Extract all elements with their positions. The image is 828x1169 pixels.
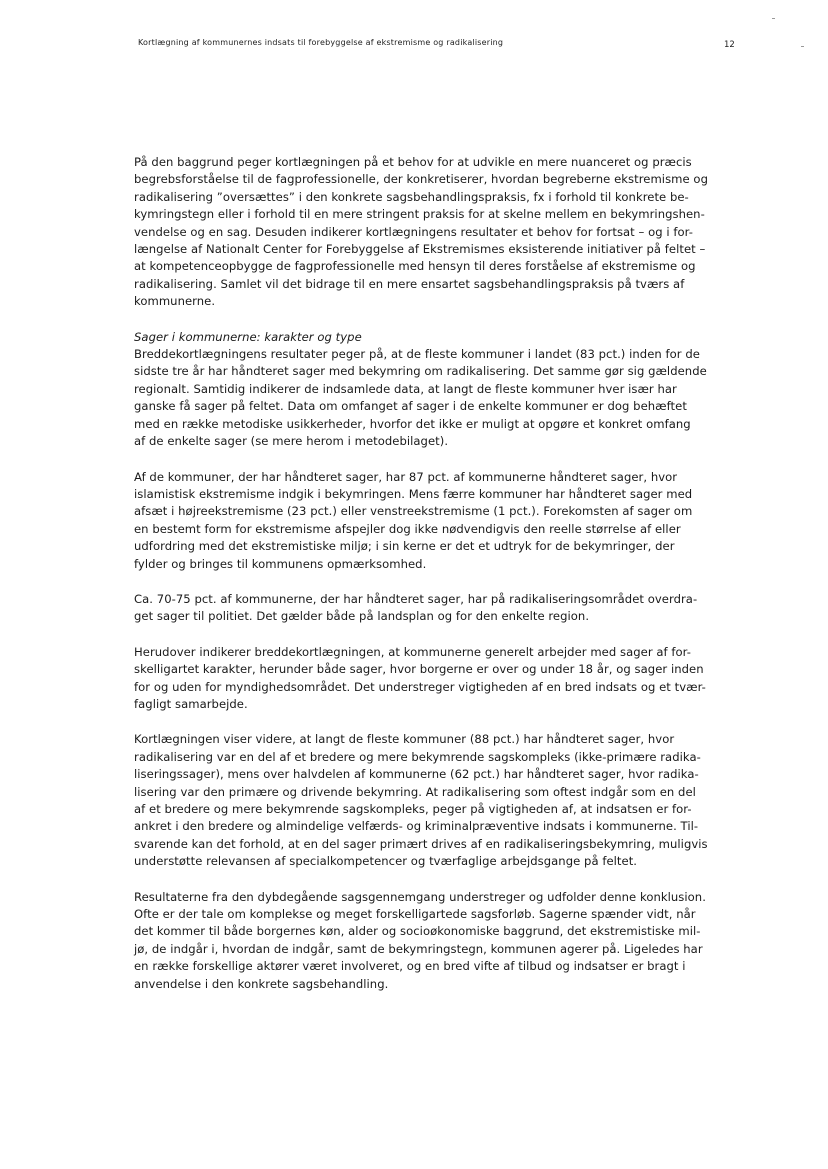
text-line: en bestemt form for ekstremisme afspejler dog ikke nødvendigvis den reelle størrelse af eller — [134, 521, 681, 536]
text-line: med en række metodiske usikkerheder, hvorfor det ikke er muligt at opgøre et konkret omfang — [134, 416, 691, 431]
paragraph-2 — [134, 346, 744, 450]
text-line: Herudover indikerer breddekortlægningen, at kommunerne generelt arbejder med sager af for- — [134, 644, 691, 659]
text-line: På den baggrund peger kortlægningen på et behov for at udvikle en mere nuanceret og præcis — [134, 155, 692, 169]
paragraph-3 — [134, 469, 744, 573]
text-line: liseringssager), mens over halvdelen af kommunerne (62 pct.) har håndteret sager, hvor radika- — [134, 767, 699, 782]
text-line: udfordring med det ekstremistiske miljø; i sin kerne er det et udtryk for de bekymringer, der — [134, 539, 675, 554]
paragraph-4 — [134, 591, 744, 626]
text-line: Ca. 70-75 pct. af kommunerne, der har håndteret sager, har på radikaliseringsområdet overdra- — [134, 591, 698, 606]
text-line: kommunerne. — [134, 294, 216, 309]
text-line: fagligt samarbejde. — [134, 696, 248, 711]
text-line: regionalt. Samtidig indikerer de indsamlede data, at langt de fleste kommuner hver især har — [134, 381, 677, 396]
text-line: Ofte er der tale om komplekse og meget forskelligartede sagsforløb. Sagerne spænder vidt, når — [134, 907, 696, 922]
text-line: begrebsforståelse til de fagprofessionelle, der konkretiserer, hvordan begreberne ekstremisme og — [134, 172, 708, 187]
text-line: ganske få sager på feltet. Data om omfanget af sager i de enkelte kommuner er dog behæftet — [134, 399, 687, 414]
text-line: ankret i den bredere og almindelige velfærds- og kriminalpræventive indsats i kommunerne. Til- — [134, 819, 699, 834]
text-line: for og uden for myndighedsområdet. Det understreger vigtigheden af en bred indsats og et tvær- — [134, 679, 706, 694]
text-line: vendelse og en sag. Desuden indikerer kortlægningens resultater et behov for fortsat – og i for- — [134, 224, 693, 239]
page-number: 12 — [724, 40, 735, 50]
paragraph-7 — [134, 889, 744, 993]
scan-speck — [772, 18, 775, 19]
text-line: radikalisering var en del af et bredere og mere bekymrende sagskompleks (ikke-primære radika- — [134, 749, 701, 764]
text-line: Breddekortlægningens resultater peger på, at de fleste kommuner i landet (83 pct.) inden for de — [134, 347, 700, 362]
paragraph-5 — [134, 644, 744, 714]
text-line: svarende kan det forhold, at en del sager primært drives af en radikaliseringsbekymring, muligvis — [134, 836, 708, 851]
text-line: radikalisering ”oversættes” i den konkrete sagsbehandlingspraksis, fx i forhold til konkrete be- — [134, 189, 689, 204]
text-line: skelligartet karakter, herunder både sager, hvor borgerne er over og under 18 år, og sager inden — [134, 662, 704, 677]
text-line: det kommer til både borgernes køn, alder og socioøkonomiske baggrund, det ekstremistiske mil- — [134, 924, 701, 939]
text-line: fylder og bringes til kommunens opmærksomhed. — [134, 556, 427, 571]
text-line: Resultaterne fra den dybdegående sagsgennemgang understreger og udfolder denne konklusion. — [134, 889, 706, 904]
text-line: afsæt i højreekstremisme (23 pct.) eller venstreekstremisme (1 pct.). Forekomsten af sager om — [134, 504, 693, 519]
text-line: Kortlægningen viser videre, at langt de fleste kommuner (88 pct.) har håndteret sager, hvor — [134, 732, 675, 747]
text-line: understøtte relevansen af specialkompetencer og tværfaglige arbejdsgange på feltet. — [134, 854, 638, 869]
text-line: af de enkelte sager (se mere herom i metodebilaget). — [134, 434, 449, 449]
running-header: Kortlægning af kommunernes indsats til forebyggelse af ekstremisme og radikalisering — [138, 38, 504, 47]
text-line: Af de kommuner, der har håndteret sager, har 87 pct. af kommunerne håndteret sager, hvor — [134, 469, 678, 484]
text-line: jø, de indgår i, hvordan de indgår, samt de bekymringstegn, kommunen agerer på. Ligeledes har — [134, 941, 703, 956]
text-line: get sager til politiet. Det gælder både på landsplan og for den enkelte region. — [134, 609, 590, 624]
text-line: anvendelse i den konkrete sagsbehandling. — [134, 976, 389, 991]
paragraph-6 — [134, 731, 744, 870]
text-line: lisering var den primære og drivende bekymring. At radikalisering som oftest indgår som en del — [134, 784, 696, 799]
scan-speck — [801, 46, 804, 47]
text-line: at kompetenceopbygge de fagprofessionelle med hensyn til deres forståelse af ekstremisme og — [134, 259, 696, 274]
text-line: en række forskellige aktører været involveret, og en bred vifte af tilbud og indsatser er bragt i — [134, 959, 686, 974]
text-line: sidste tre år har håndteret sager med bekymring om radikalisering. Det samme gør sig gældende — [134, 364, 707, 379]
text-line: kymringstegn eller i forhold til en mere stringent praksis for at skelne mellem en bekymringshen- — [134, 207, 705, 222]
text-line: islamistisk ekstremisme indgik i bekymringen. Mens færre kommuner har håndteret sager med — [134, 486, 693, 501]
text-line: længelse af Nationalt Center for Forebyggelse af Ekstremismes eksisterende initiativer på feltet – — [134, 242, 706, 257]
text-line: radikalisering. Samlet vil det bidrage til en mere ensartet sagsbehandlingspraksis på tværs af — [134, 276, 685, 291]
paragraph-1 — [134, 154, 744, 311]
document-body — [134, 154, 744, 1011]
text-line: af et bredere og mere bekymrende sagskompleks, peger på vigtigheden af, at indsatsen er for- — [134, 802, 692, 816]
section-title: Sager i kommunerne: karakter og type — [134, 329, 362, 344]
